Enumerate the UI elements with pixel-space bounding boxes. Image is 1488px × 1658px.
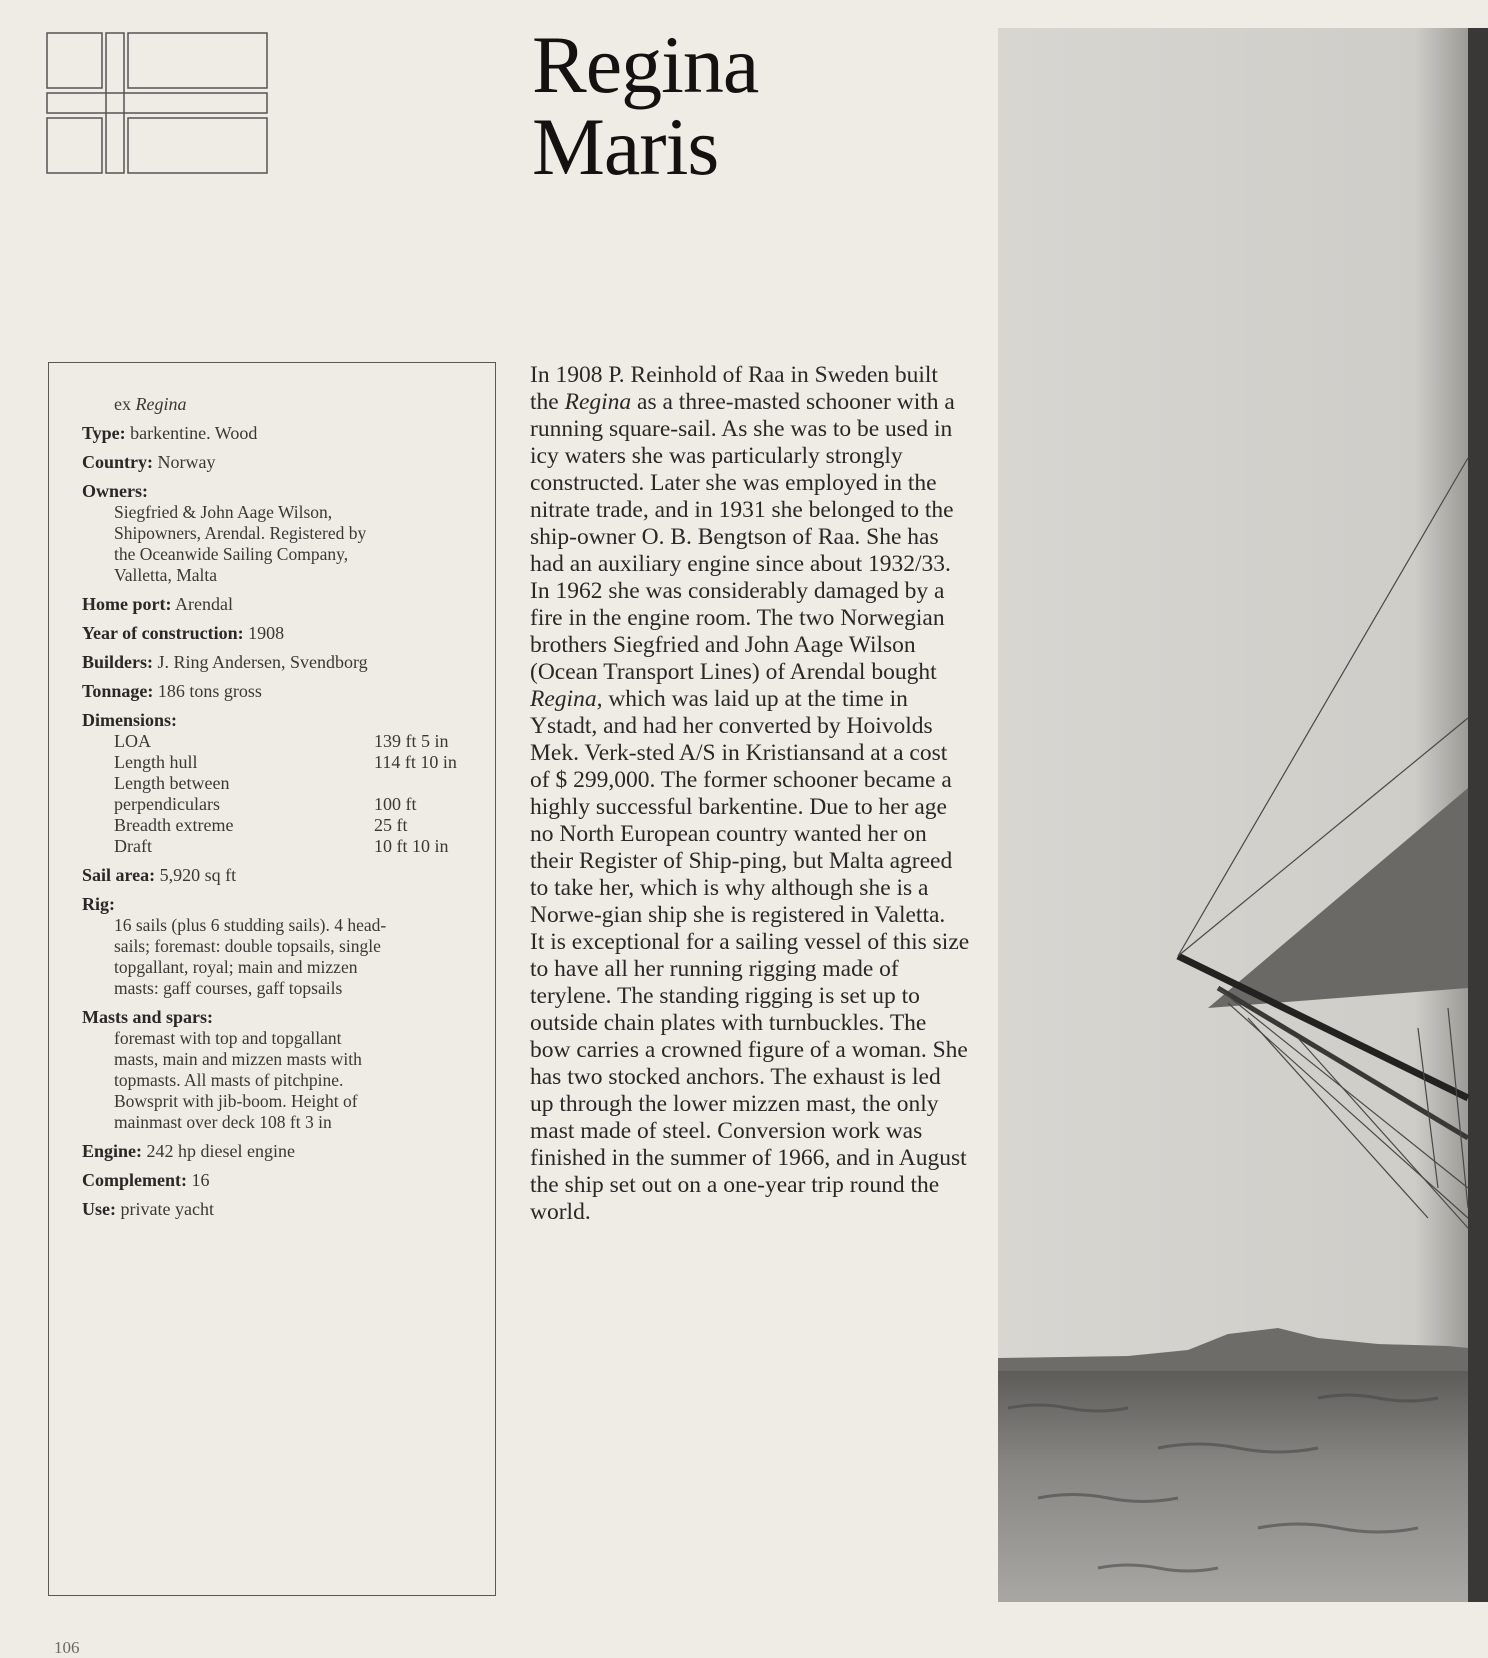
spec-type: Type: barkentine. Wood xyxy=(82,423,258,443)
spec-builders: Builders: J. Ring Andersen, Svendborg xyxy=(82,652,368,672)
spec-masts-and-spars: Masts and spars: foremast with top and topgallant masts, main and mizzen masts with topmasts. All masts of pitchpine. Bowsprit with jib-boom. Height of mainmast over deck 108 ft 3 in xyxy=(82,1007,482,1133)
specifications-list xyxy=(82,394,482,1228)
page-number: 106 xyxy=(54,1638,80,1657)
page-title xyxy=(532,19,759,192)
masts-detail: foremast with top and topgallant masts, main and mizzen masts with topmasts. All masts of pitchpine. Bowsprit with jib-boom. Height of mainmast over deck 108 ft 3 in xyxy=(114,1028,362,1132)
paragraph-rigging: It is exceptional for a sailing vessel of this size to have all her running rigging made of terylene. The standing rigging is set up to outside chain plates with turnbuckles. The bow carries a crowned figure of a woman. She has two stocked anchors. The exhaust is led up through the lower mizzen mast, the only mast made of steel. Conversion work was finished in the summer of 1966, and in August the ship set out on a one-year trip round the world. xyxy=(530,929,970,1225)
spec-complement: Complement: 16 xyxy=(82,1170,210,1190)
owners-detail: Siegfried & John Aage Wilson, Shipowners, Arendal. Registered by the Oceanwide Sailing Company, Valletta, Malta xyxy=(114,502,367,585)
flag-icon xyxy=(46,32,268,174)
rig-detail: 16 sails (plus 6 studding sails). 4 head- sails; foremast: double topsails, single topgallant, royal; main and mizzen masts: gaff courses, gaff topsails xyxy=(114,915,387,998)
dimension-row: LOA 139 ft 5 in xyxy=(114,731,449,751)
article-body xyxy=(530,362,970,1226)
paragraph-conversion: In 1962 she was considerably damaged by a fire in the engine room. The two Norwegian brothers Siegfried and John Aage Wilson (Ocean Transport Lines) of Arendal bought Regina, which was laid up at the time in Ystadt, and had her converted by Hoivolds Mek. Verk-sted A/S in Kristiansand at a cost of $ 299,000. The former schooner became a highly successful barkentine. Due to her age no North European country wanted her on their Register of Ship-ping, but Malta agreed to take her, which is why although she is a Norwe-gian ship she is registered in Valetta. xyxy=(530,578,953,928)
spec-home-port: Home port: Arendal xyxy=(82,594,233,614)
ship-bow-photo xyxy=(998,28,1488,1602)
paragraph-history: In 1908 P. Reinhold of Raa in Sweden built the Regina as a three-masted schooner with a running square-sail. As she was to be used in icy waters she was particularly strongly constructed. Later she was employed in the nitrate trade, and in 1931 she belonged to the ship-owner O. B. Bengtson of Raa. She has had an auxiliary engine since about 1932/33. xyxy=(530,362,955,577)
spec-engine: Engine: 242 hp diesel engine xyxy=(82,1141,295,1161)
spec-year: Year of construction: 1908 xyxy=(82,623,285,643)
spec-rig: Rig: 16 sails (plus 6 studding sails). 4 head- sails; foremast: double topsails, single topgallant, royal; main and mizzen masts: gaff courses, gaff topsails xyxy=(82,894,482,999)
dimension-row: Breadth extreme 25 ft xyxy=(114,815,408,835)
spec-use: Use: private yacht xyxy=(82,1199,214,1219)
dimension-row: Length between xyxy=(114,773,230,793)
spec-country: Country: Norway xyxy=(82,452,216,472)
title-line-2: Maris xyxy=(532,101,719,192)
title-line-1: Regina xyxy=(532,19,759,110)
spec-owners: Owners: Siegfried & John Aage Wilson, Shipowners, Arendal. Registered by the Oceanwide Sailing Company, Valletta, Malta xyxy=(82,481,482,586)
dimension-row: Draft 10 ft 10 in xyxy=(114,836,449,856)
dimensions-table xyxy=(82,731,482,857)
former-name: ex Regina xyxy=(114,394,187,414)
dimension-row: Length hull 114 ft 10 in xyxy=(114,752,457,772)
former-ship-name: Regina xyxy=(135,394,187,414)
dimension-row: perpendiculars 100 ft xyxy=(114,794,417,814)
spec-sail-area: Sail area: 5,920 sq ft xyxy=(82,865,237,885)
spec-tonnage: Tonnage: 186 tons gross xyxy=(82,681,262,701)
spec-dimensions: Dimensions: LOA 139 ft 5 in Length hull 114 ft 10 in Length between perpendiculars 100 ft Breadth extreme 25 ft Draft 10 ft 10 in xyxy=(82,710,482,857)
